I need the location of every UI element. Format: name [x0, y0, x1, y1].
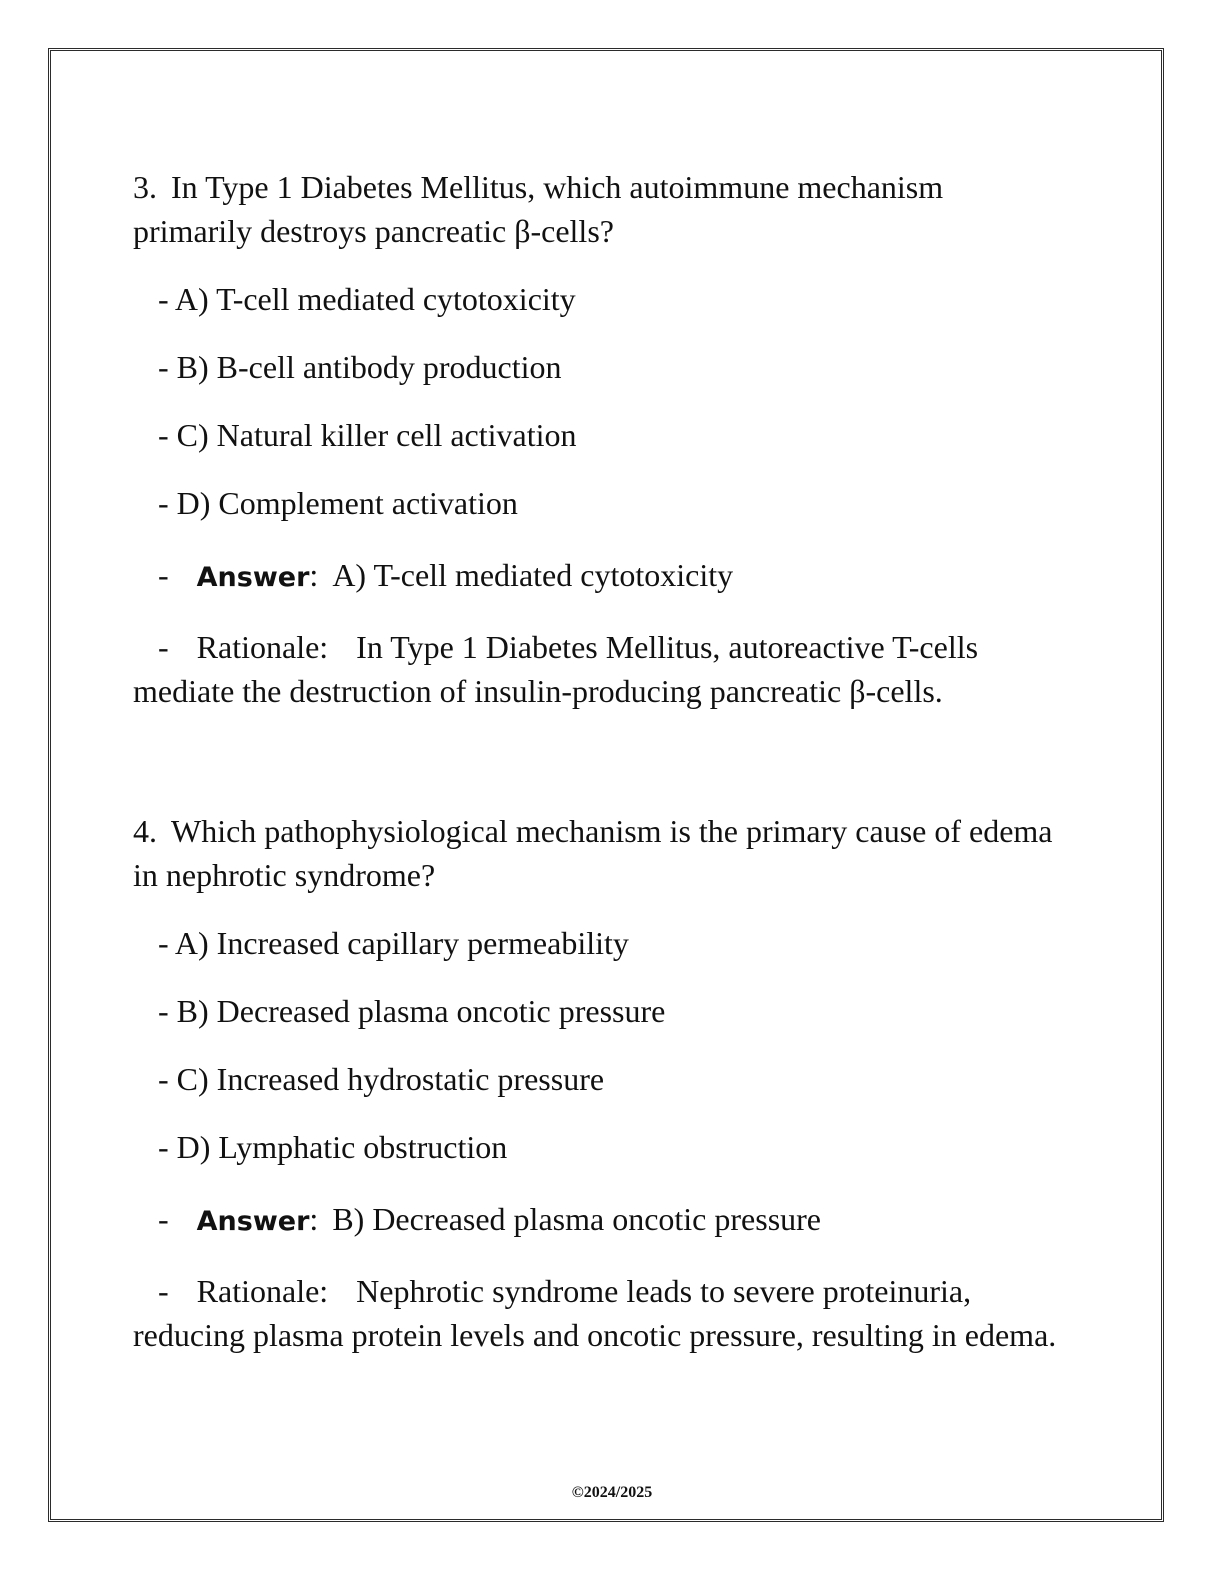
option-b: - B) B-cell antibody production: [158, 349, 562, 385]
option-c: - C) Increased hydrostatic pressure: [158, 1061, 605, 1097]
question-stem: [133, 165, 1063, 253]
question-stem: [133, 809, 1063, 897]
rationale-text: In Type 1 Diabetes Mellitus, autoreactive T-cells mediate the destruction of insulin-producing pancreatic β-cells.: [133, 629, 979, 709]
answer-line: [133, 537, 1063, 609]
copyright-footer: ©2024/2025: [571, 1484, 653, 1501]
answer-label: Answer: [196, 1206, 310, 1237]
option-b: - B) Decreased plasma oncotic pressure: [158, 993, 666, 1029]
option-d: - D) Complement activation: [158, 485, 518, 521]
answer-separator: :: [309, 1201, 319, 1237]
question-number: 4.: [133, 813, 157, 849]
rationale-prefix: -: [158, 629, 169, 665]
document-content: [133, 165, 1063, 1357]
answer-text: B) Decreased plasma oncotic pressure: [332, 1201, 821, 1237]
rationale: [133, 609, 1063, 713]
option-a: - A) T-cell mediated cytotoxicity: [158, 281, 576, 317]
question-text: In Type 1 Diabetes Mellitus, which autoimmune mechanism primarily destroys pancreatic β-cells?: [133, 169, 944, 249]
rationale: [133, 1253, 1063, 1357]
rationale-prefix: -: [158, 1273, 169, 1309]
answer-line: [133, 1181, 1063, 1253]
option-a: - A) Increased capillary permeability: [158, 925, 629, 961]
answer-prefix: -: [158, 1201, 169, 1237]
rationale-label: Rationale:: [196, 1273, 329, 1309]
question-4: [133, 809, 1063, 1357]
answer-label: Answer: [196, 562, 310, 593]
answer-prefix: -: [158, 557, 169, 593]
question-3: [133, 165, 1063, 713]
answer-separator: :: [309, 557, 319, 593]
rationale-label: Rationale:: [196, 629, 329, 665]
rationale-text: Nephrotic syndrome leads to severe proteinuria, reducing plasma protein levels and oncotic pressure, resulting in edema.: [133, 1273, 1057, 1353]
option-d: - D) Lymphatic obstruction: [158, 1129, 508, 1165]
question-number: 3.: [133, 169, 157, 205]
option-c: - C) Natural killer cell activation: [158, 417, 577, 453]
answer-text: A) T-cell mediated cytotoxicity: [332, 557, 734, 593]
question-text: Which pathophysiological mechanism is the primary cause of edema in nephrotic syndrome?: [133, 813, 1053, 893]
